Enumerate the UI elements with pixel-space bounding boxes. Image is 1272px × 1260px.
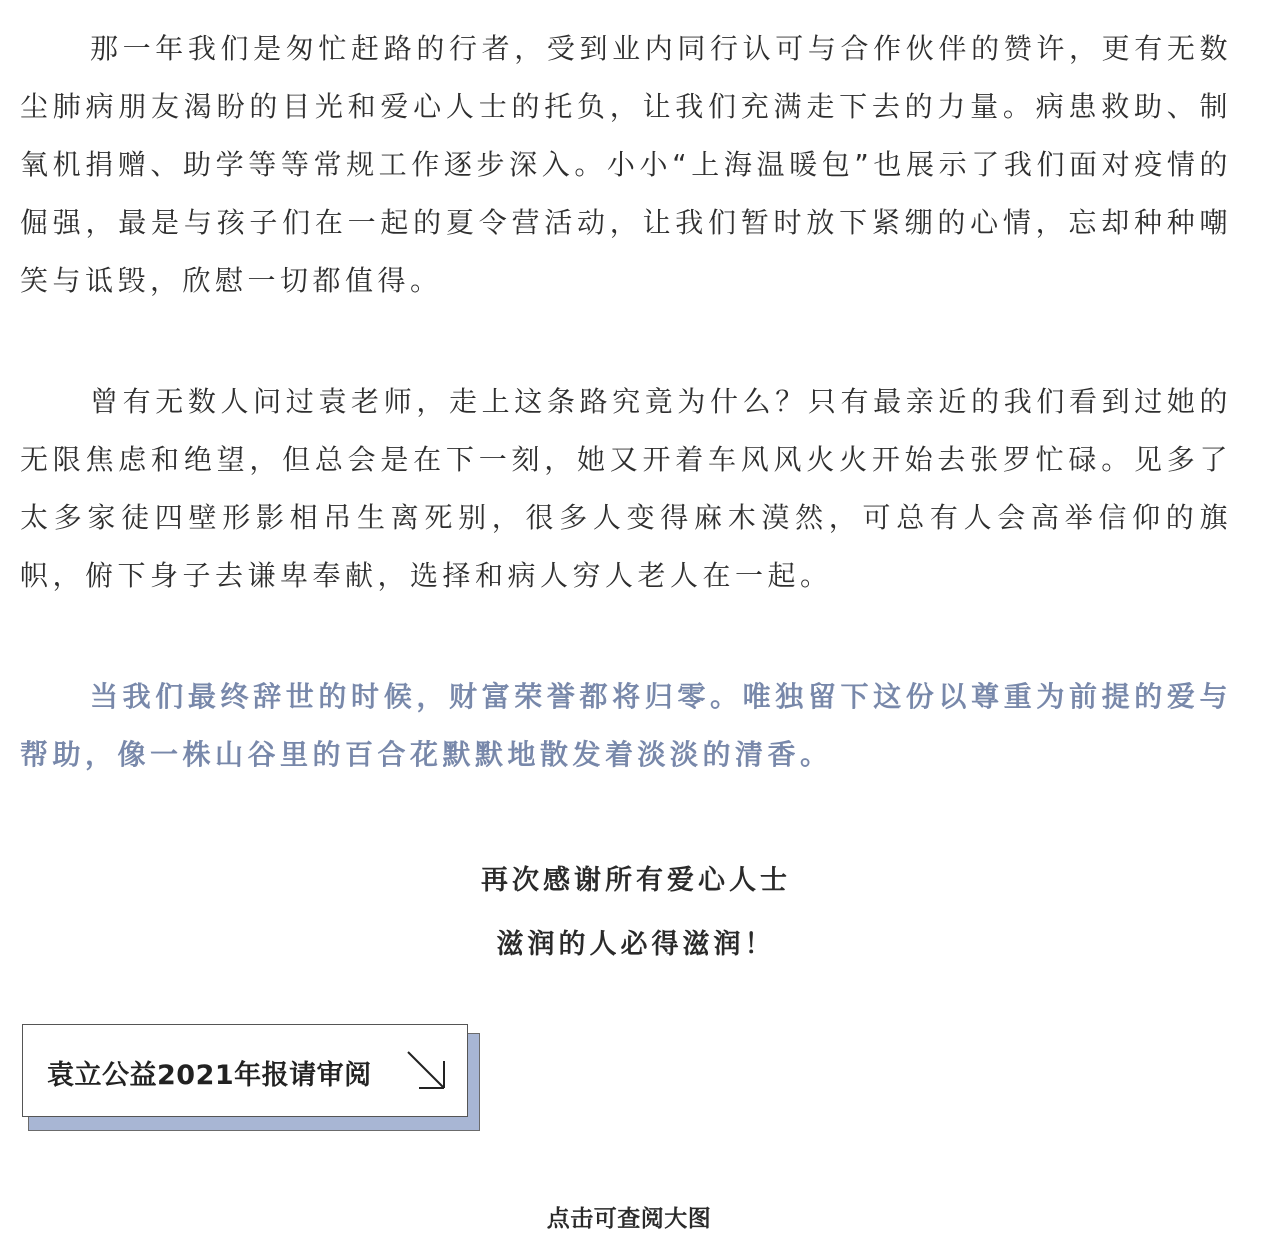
paragraph-1: 那一年我们是匆忙赶路的行者，受到业内同行认可与合作伙伴的赞许，更有无数尘肺病朋友渴盼的目光和爱心人士的托负，让我们充满走下去的力量。病患救助、制氧机捐赠、助学等等常规工作逐步深入。小小“上海温暖包”也展示了我们面对疫情的倔强，最是与孩子们在一起的夏令营活动，让我们暂时放下紧绷的心情，忘却种种嘲笑与诋毁，欣慰一切都值得。 — [20, 32, 1232, 297]
report-card-button[interactable] — [22, 1024, 468, 1117]
thanks-line-1: 再次感谢所有爱心人士 — [481, 865, 791, 896]
paragraph-2: 曾有无数人问过袁老师，走上这条路究竟为什么？只有最亲近的我们看到过她的无限焦虑和绝望，但总会是在下一刻，她又开着车风风火火开始去张罗忙碌。见多了太多家徒四壁形影相吊生离死别，很多人变得麻木漠然，可总有人会高举信仰的旗帜，俯下身子去谦卑奉献，选择和病人穷人老人在一起。 — [20, 385, 1232, 592]
arrow-down-right-icon — [405, 1049, 449, 1093]
report-card-label: 袁立公益2021年报请审阅 — [47, 1060, 372, 1091]
thanks-line-2: 滋润的人必得滋润！ — [496, 929, 776, 960]
report-card[interactable] — [22, 1024, 480, 1132]
paragraph-highlight: 当我们最终辞世的时候，财富荣誉都将归零。唯独留下这份以尊重为前提的爱与帮助，像一株山谷里的百合花默默地散发着淡淡的清香。 — [20, 680, 1232, 771]
view-large-image-caption: 点击可查阅大图 — [546, 1206, 712, 1232]
